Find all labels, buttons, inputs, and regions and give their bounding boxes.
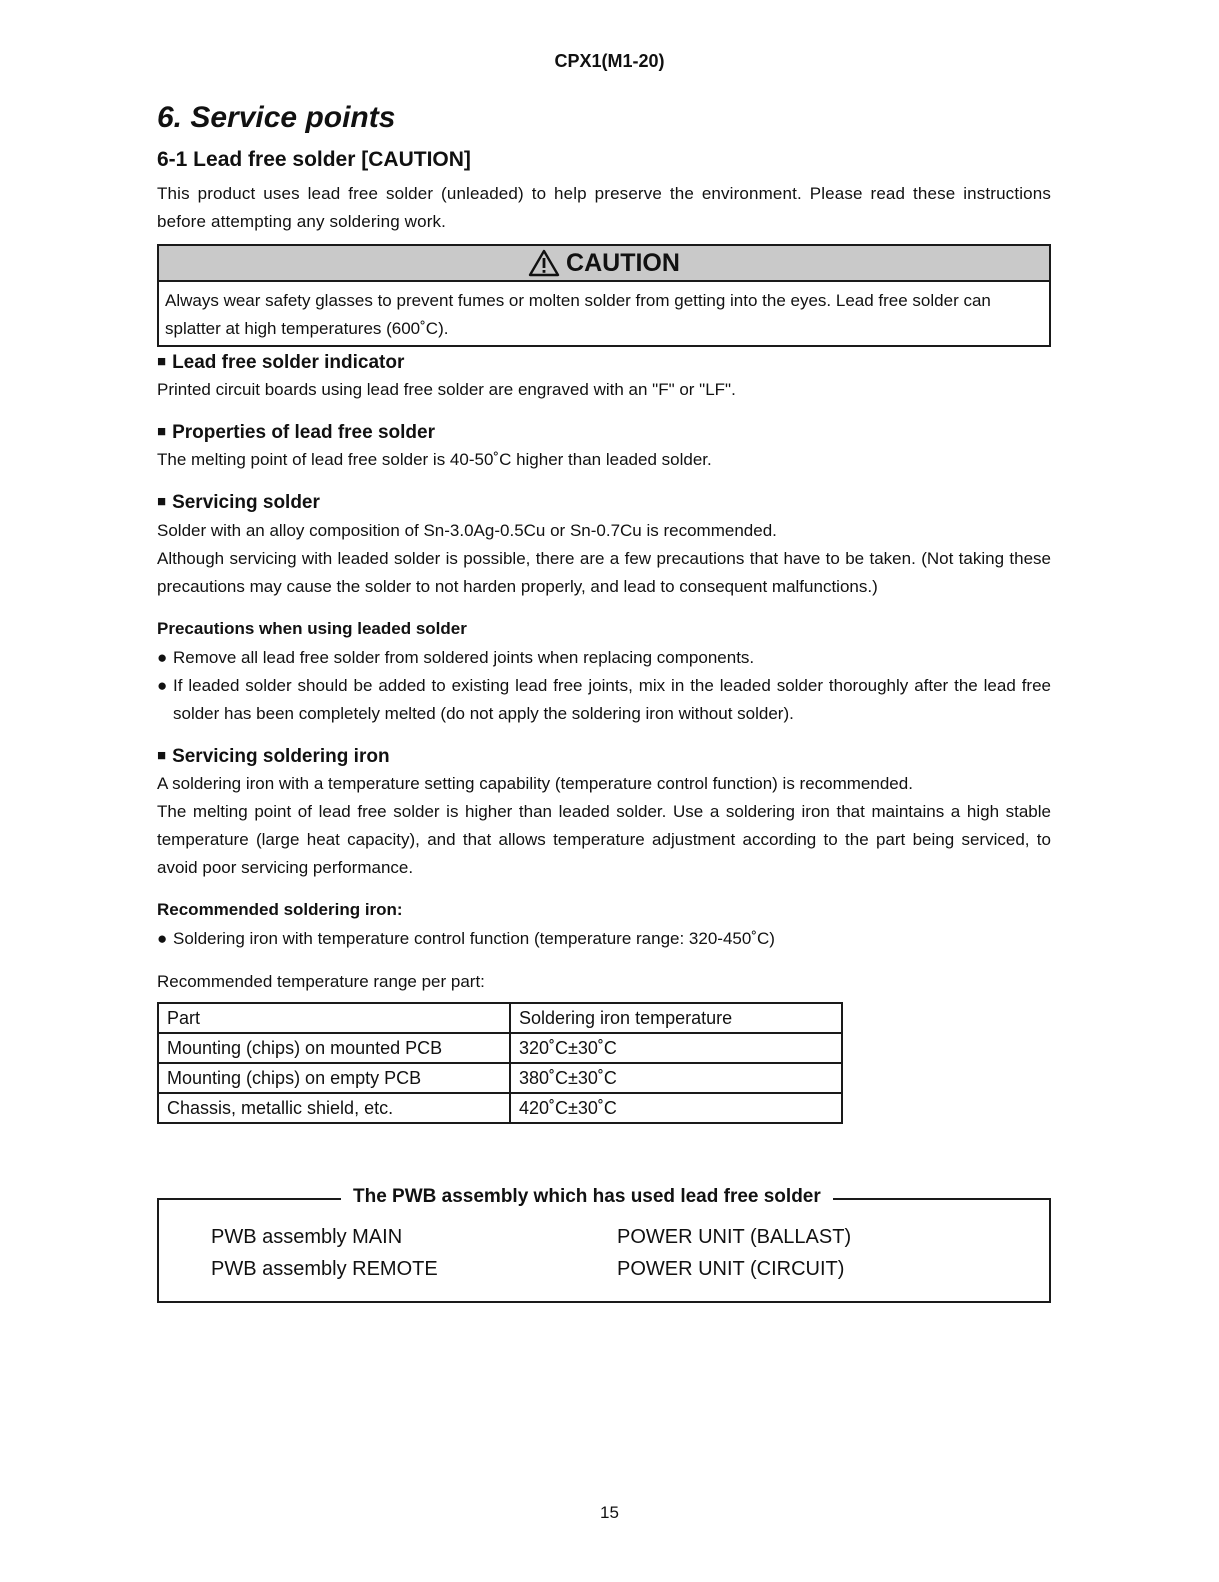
- caution-header: [159, 246, 1049, 282]
- page-number: 15: [600, 1503, 619, 1522]
- table-header-cell: Soldering iron temperature: [510, 1003, 842, 1033]
- square-bullet-icon: ■: [157, 353, 167, 370]
- properties-heading-text: Properties of lead free solder: [172, 422, 435, 443]
- table-cell: Mounting (chips) on empty PCB: [158, 1063, 510, 1093]
- page-title: 6. Service points: [157, 101, 396, 134]
- list-item: ● If leaded solder should be added to existing lead free joints, mix in the leaded solder thoroughly after the lead free solder has been completely melted (do not apply the soldering iron without solder).: [157, 672, 1051, 728]
- recommended-iron-list: [157, 925, 1051, 953]
- table-row: [158, 1063, 842, 1093]
- servicing-solder-text-2: Although servicing with leaded solder is possible, there are a few precautions that have to be taken. (Not taking these precautions may cause the solder to not harden properly, and lead to consequent malfunctions.): [157, 549, 1051, 596]
- table-cell: 320˚C±30˚C: [510, 1033, 842, 1063]
- pwb-item: POWER UNIT (BALLAST): [617, 1226, 852, 1248]
- document-header: CPX1(M1-20): [554, 51, 665, 71]
- servicing-solder-heading: [157, 492, 320, 514]
- servicing-solder-text-1: Solder with an alloy composition of Sn-3.0Ag-0.5Cu or Sn-0.7Cu is recommended.: [157, 521, 777, 540]
- properties-heading: [157, 422, 435, 444]
- properties-text: The melting point of lead free solder is 40-50˚C higher than leaded solder.: [157, 450, 712, 469]
- table-row: [158, 1033, 842, 1063]
- list-item: ● Soldering iron with temperature control function (temperature range: 320-450˚C): [157, 925, 1051, 953]
- list-item: ● Remove all lead free solder from soldered joints when replacing components.: [157, 644, 1051, 672]
- pwb-item: PWB assembly MAIN: [211, 1226, 403, 1248]
- table-cell: Chassis, metallic shield, etc.: [158, 1093, 510, 1123]
- warning-triangle-icon: [528, 249, 560, 277]
- precautions-list: [157, 644, 1051, 728]
- section-title: 6-1 Lead free solder [CAUTION]: [157, 148, 471, 171]
- table-cell: Mounting (chips) on mounted PCB: [158, 1033, 510, 1063]
- caution-text: Always wear safety glasses to prevent fumes or molten solder from getting into the eyes. Lead free solder can splatter at high temperatures (600˚C).: [165, 291, 991, 338]
- pwb-box-title: The PWB assembly which has used lead free solder: [341, 1186, 833, 1208]
- dot-bullet-icon: ●: [157, 648, 168, 667]
- servicing-iron-heading: [157, 746, 390, 768]
- pwb-assembly-box: [157, 1186, 1051, 1303]
- table-cell: 380˚C±30˚C: [510, 1063, 842, 1093]
- table-cell: 420˚C±30˚C: [510, 1093, 842, 1123]
- table-row: [158, 1093, 842, 1123]
- square-bullet-icon: ■: [157, 493, 167, 510]
- table-header-cell: Part: [158, 1003, 510, 1033]
- caution-box: [157, 244, 1051, 347]
- intro-paragraph: This product uses lead free solder (unleaded) to help preserve the environment. Please read these instructions before attempting any soldering work.: [157, 184, 1051, 231]
- servicing-solder-heading-text: Servicing solder: [172, 492, 320, 513]
- servicing-iron-text-1: A soldering iron with a temperature setting capability (temperature control function) is recommended.: [157, 774, 913, 793]
- servicing-iron-text-2: The melting point of lead free solder is higher than leaded solder. Use a soldering iron that maintains a high stable temperature (large heat capacity), and that allows temperature adjustment according to the part being serviced, to avoid poor servicing performance.: [157, 802, 1051, 877]
- servicing-iron-heading-text: Servicing soldering iron: [172, 746, 390, 767]
- pwb-item: PWB assembly REMOTE: [211, 1258, 438, 1280]
- temp-range-label: Recommended temperature range per part:: [157, 972, 485, 991]
- indicator-heading-text: Lead free solder indicator: [172, 352, 405, 373]
- pwb-item: POWER UNIT (CIRCUIT): [617, 1258, 845, 1280]
- temperature-table: [157, 1002, 843, 1124]
- indicator-heading: [157, 352, 404, 374]
- table-header-row: [158, 1003, 842, 1033]
- dot-bullet-icon: ●: [157, 929, 168, 948]
- recommended-iron-heading: Recommended soldering iron:: [157, 900, 403, 919]
- indicator-text: Printed circuit boards using lead free solder are engraved with an "F" or "LF".: [157, 380, 736, 399]
- caution-title: CAUTION: [566, 248, 680, 277]
- square-bullet-icon: ■: [157, 423, 167, 440]
- square-bullet-icon: ■: [157, 747, 167, 764]
- dot-bullet-icon: ●: [157, 676, 168, 695]
- precautions-heading: Precautions when using leaded solder: [157, 619, 467, 638]
